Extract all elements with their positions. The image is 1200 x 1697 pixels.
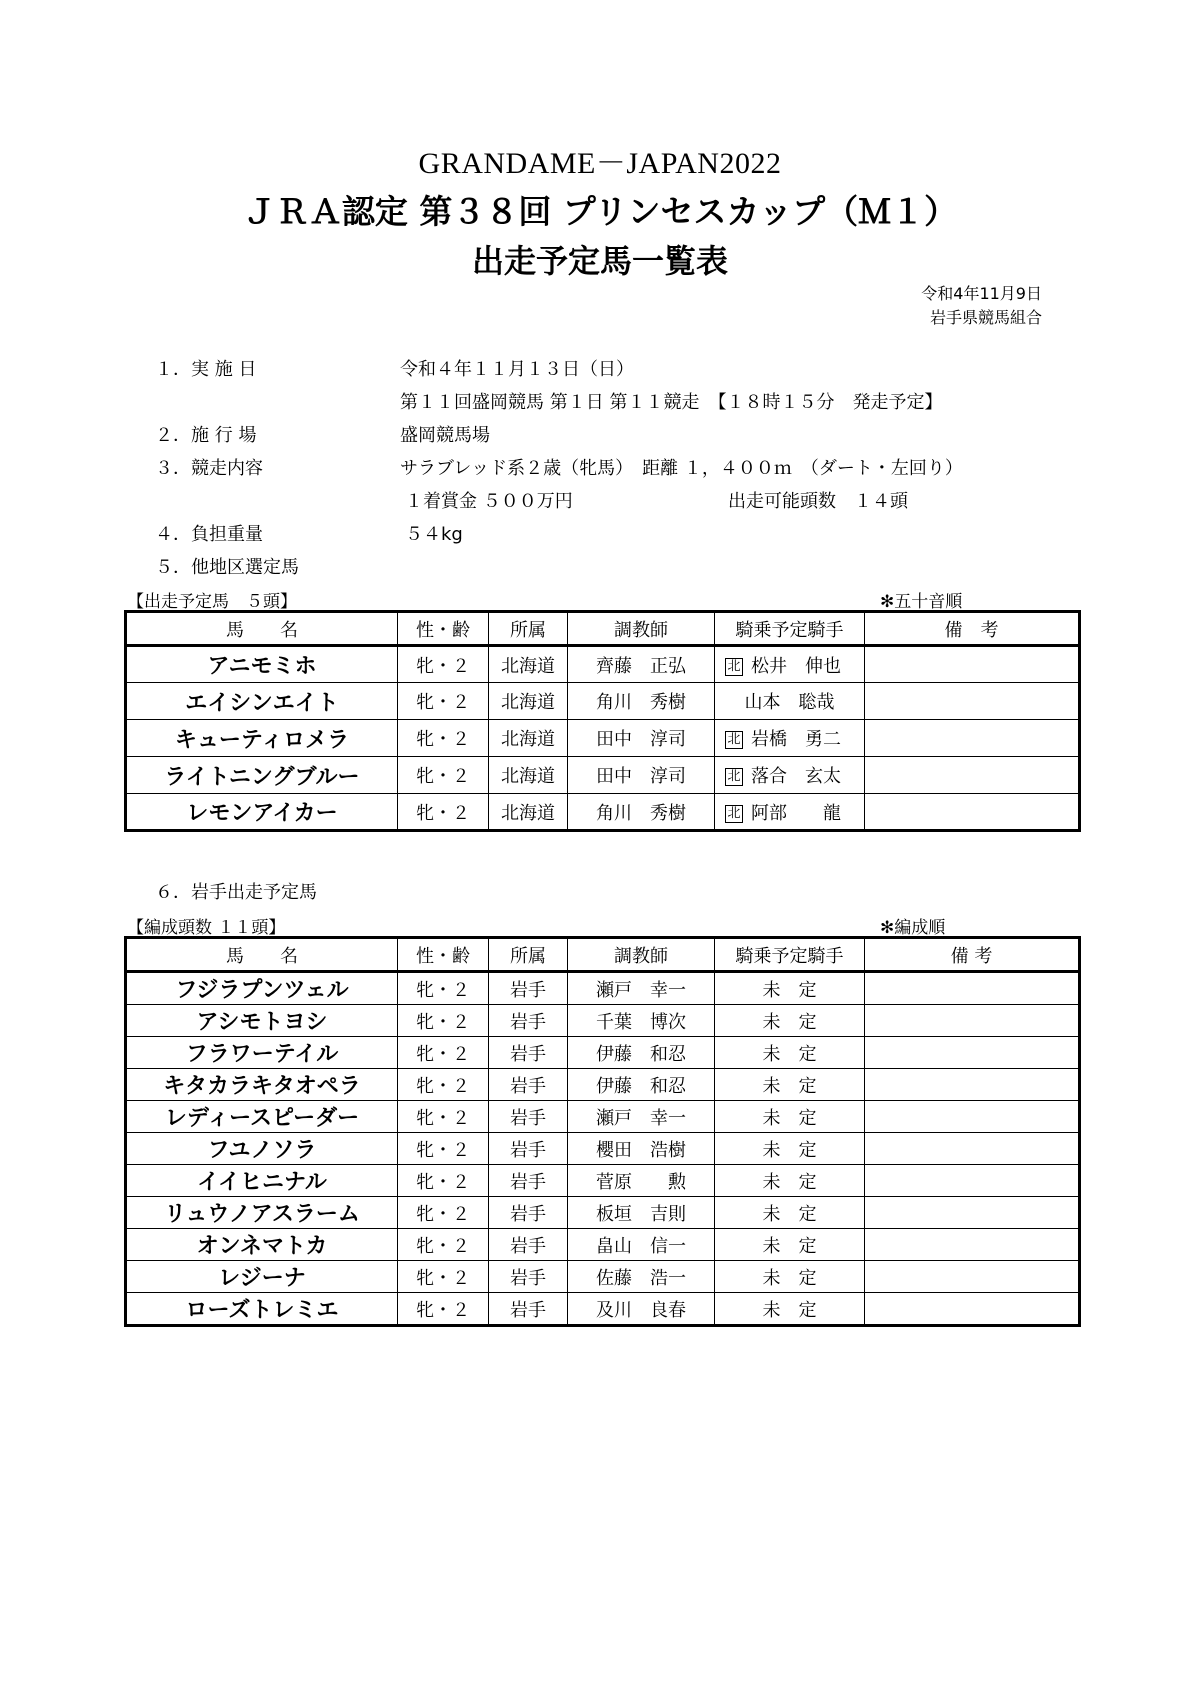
race-title: ＪＲＡ認定 第３８回 プリンセスカップ（Ｍ１） [242, 192, 958, 231]
jockey: 未 定 [715, 972, 865, 1005]
note [865, 1293, 1080, 1326]
table-row [126, 683, 1080, 720]
header-trainer: 調教師 [568, 938, 715, 972]
note [865, 1005, 1080, 1037]
horse-name: ライトニングブルー [126, 757, 398, 794]
horse-name: ローズトレミエ [126, 1293, 398, 1326]
affiliation: 岩手 [489, 1133, 568, 1165]
event-series-title: GRANDAME－JAPAN2022 [418, 147, 782, 180]
issue-date: 令和4年11月9日 [921, 284, 1042, 303]
note [865, 1165, 1080, 1197]
table-row [126, 1261, 1080, 1293]
table2-caption: 【編成頭数 １１頭】 [127, 918, 286, 938]
jockey: 未 定 [715, 1133, 865, 1165]
affiliation: 北海道 [489, 794, 568, 831]
trainer: 瀬戸 幸一 [568, 1101, 715, 1133]
hokkaido-mark-icon: 北 [725, 805, 743, 823]
horse-name: レジーナ [126, 1261, 398, 1293]
header-horse-name: 馬 名 [126, 612, 398, 646]
issue-block [921, 282, 1042, 330]
sex-age: 牝・２ [398, 1165, 489, 1197]
note [865, 1037, 1080, 1069]
affiliation: 岩手 [489, 1037, 568, 1069]
jockey [715, 794, 865, 831]
hokkaido-mark-icon: 北 [725, 731, 743, 749]
table-row [126, 646, 1080, 683]
sex-age: 牝・２ [398, 1229, 489, 1261]
table-row [126, 1069, 1080, 1101]
jockey: 未 定 [715, 1069, 865, 1101]
affiliation: 岩手 [489, 1197, 568, 1229]
trainer: 伊藤 和忍 [568, 1069, 715, 1101]
item2-label: ２．施 行 場 [155, 425, 257, 446]
trainer: 千葉 博次 [568, 1005, 715, 1037]
jockey: 未 定 [715, 1293, 865, 1326]
sex-age: 牝・２ [398, 1005, 489, 1037]
affiliation: 北海道 [489, 757, 568, 794]
trainer: 角川 秀樹 [568, 794, 715, 831]
document-title: 出走予定馬一覧表 [471, 242, 728, 280]
trainer: 齊藤 正弘 [568, 646, 715, 683]
trainer: 菅原 勲 [568, 1165, 715, 1197]
header-sex-age: 性・齢 [398, 938, 489, 972]
item1-value-2: 第１１回盛岡競馬 第１日 第１１競走 【１８時１５分 発走予定】 [400, 392, 943, 413]
item5-label: ５．他地区選定馬 [155, 557, 299, 578]
table-row [126, 1037, 1080, 1069]
table1-caption: 【出走予定馬 ５頭】 [127, 592, 297, 612]
table-row [126, 1133, 1080, 1165]
note [865, 1069, 1080, 1101]
item1-value: 令和４年１１月１３日（日） [400, 359, 634, 380]
table-row [126, 1197, 1080, 1229]
sex-age: 牝・２ [398, 972, 489, 1005]
horse-name: レディースピーダー [126, 1101, 398, 1133]
table-row [126, 757, 1080, 794]
sex-age: 牝・２ [398, 1101, 489, 1133]
sex-age: 牝・２ [398, 1133, 489, 1165]
trainer: 板垣 吉則 [568, 1197, 715, 1229]
jockey [715, 683, 865, 720]
table-row [126, 972, 1080, 1005]
header-affiliation: 所属 [489, 938, 568, 972]
sex-age: 牝・２ [398, 794, 489, 831]
header-note: 備 考 [865, 938, 1080, 972]
table-row [126, 1165, 1080, 1197]
horse-name: フラワーテイル [126, 1037, 398, 1069]
other-region-horses-table [124, 610, 1081, 832]
affiliation: 岩手 [489, 1101, 568, 1133]
jockey-name: 岩橋 勇二 [751, 729, 841, 750]
header-jockey: 騎乗予定騎手 [715, 612, 865, 646]
header-note: 備 考 [865, 612, 1080, 646]
affiliation: 岩手 [489, 1069, 568, 1101]
jockey [715, 757, 865, 794]
item3-label: ３．競走内容 [155, 458, 263, 479]
item1-label: １．実 施 日 [155, 359, 257, 380]
sex-age: 牝・２ [398, 757, 489, 794]
header-jockey: 騎乗予定騎手 [715, 938, 865, 972]
trainer: 田中 淳司 [568, 757, 715, 794]
jockey: 未 定 [715, 1101, 865, 1133]
jockey: 未 定 [715, 1197, 865, 1229]
affiliation: 岩手 [489, 1293, 568, 1326]
note [865, 972, 1080, 1005]
item3-max-runners: 出走可能頭数 １４頭 [728, 491, 908, 512]
note [865, 794, 1080, 831]
horse-name: アニモミホ [126, 646, 398, 683]
affiliation: 岩手 [489, 972, 568, 1005]
trainer: 佐藤 浩一 [568, 1261, 715, 1293]
sex-age: 牝・２ [398, 646, 489, 683]
affiliation: 北海道 [489, 683, 568, 720]
jockey: 未 定 [715, 1165, 865, 1197]
item4-label: ４．負担重量 [155, 524, 263, 545]
jockey-name: 落合 玄太 [751, 766, 841, 787]
horse-name: レモンアイカー [126, 794, 398, 831]
trainer: 田中 淳司 [568, 720, 715, 757]
horse-name: フユノソラ [126, 1133, 398, 1165]
sex-age: 牝・２ [398, 1261, 489, 1293]
table-header-row [126, 612, 1080, 646]
item3-prize: １着賞金 ５００万円 [405, 491, 573, 512]
table-header-row [126, 938, 1080, 972]
table-row [126, 720, 1080, 757]
header-trainer: 調教師 [568, 612, 715, 646]
sex-age: 牝・２ [398, 683, 489, 720]
sex-age: 牝・２ [398, 1069, 489, 1101]
trainer: 及川 良春 [568, 1293, 715, 1326]
note [865, 646, 1080, 683]
trainer: 瀬戸 幸一 [568, 972, 715, 1005]
horse-name: キューティロメラ [126, 720, 398, 757]
jockey-name: 山本 聡哉 [744, 692, 835, 713]
trainer: 櫻田 浩樹 [568, 1133, 715, 1165]
horse-name: フジラプンツェル [126, 972, 398, 1005]
header-sex-age: 性・齢 [398, 612, 489, 646]
affiliation: 岩手 [489, 1165, 568, 1197]
jockey: 未 定 [715, 1229, 865, 1261]
horse-name: キタカラキタオペラ [126, 1069, 398, 1101]
affiliation: 岩手 [489, 1005, 568, 1037]
iwate-horses-table [124, 936, 1081, 1327]
note [865, 1229, 1080, 1261]
item3-value: サラブレッド系２歳（牝馬） 距離 １，４００ｍ （ダート・左回り） [400, 458, 963, 479]
jockey [715, 646, 865, 683]
table-row [126, 1293, 1080, 1326]
hokkaido-mark-icon: 北 [725, 658, 743, 676]
horse-name: エイシンエイト [126, 683, 398, 720]
note [865, 720, 1080, 757]
horse-name: リュウノアスラーム [126, 1197, 398, 1229]
affiliation: 北海道 [489, 646, 568, 683]
table-row [126, 1101, 1080, 1133]
sex-age: 牝・２ [398, 1197, 489, 1229]
note [865, 1101, 1080, 1133]
jockey [715, 720, 865, 757]
jockey-name: 阿部 龍 [751, 802, 841, 824]
sex-age: 牝・２ [398, 1037, 489, 1069]
item4-value: ５４kg [405, 524, 463, 545]
sex-age: 牝・２ [398, 720, 489, 757]
affiliation: 岩手 [489, 1261, 568, 1293]
jockey: 未 定 [715, 1261, 865, 1293]
item2-value: 盛岡競馬場 [400, 425, 490, 446]
horse-name: オンネマトカ [126, 1229, 398, 1261]
sex-age: 牝・２ [398, 1293, 489, 1326]
trainer: 角川 秀樹 [568, 683, 715, 720]
note [865, 1197, 1080, 1229]
affiliation: 北海道 [489, 720, 568, 757]
table-row [126, 1005, 1080, 1037]
jockey: 未 定 [715, 1037, 865, 1069]
section6-label: ６．岩手出走予定馬 [155, 882, 317, 903]
jockey: 未 定 [715, 1005, 865, 1037]
affiliation: 岩手 [489, 1229, 568, 1261]
note [865, 1133, 1080, 1165]
trainer: 伊藤 和忍 [568, 1037, 715, 1069]
issuing-organization: 岩手県競馬組合 [929, 308, 1042, 327]
hokkaido-mark-icon: 北 [725, 768, 743, 786]
header-horse-name: 馬 名 [126, 938, 398, 972]
note [865, 757, 1080, 794]
horse-name: アシモトヨシ [126, 1005, 398, 1037]
horse-name: イイヒニナル [126, 1165, 398, 1197]
header-affiliation: 所属 [489, 612, 568, 646]
table2-order-note: ✻編成順 [880, 918, 946, 938]
note [865, 1261, 1080, 1293]
jockey-name: 松井 伸也 [751, 655, 841, 677]
table-row [126, 794, 1080, 831]
note [865, 683, 1080, 720]
trainer: 畠山 信一 [568, 1229, 715, 1261]
table-row [126, 1229, 1080, 1261]
table1-order-note: ✻五十音順 [880, 592, 963, 612]
